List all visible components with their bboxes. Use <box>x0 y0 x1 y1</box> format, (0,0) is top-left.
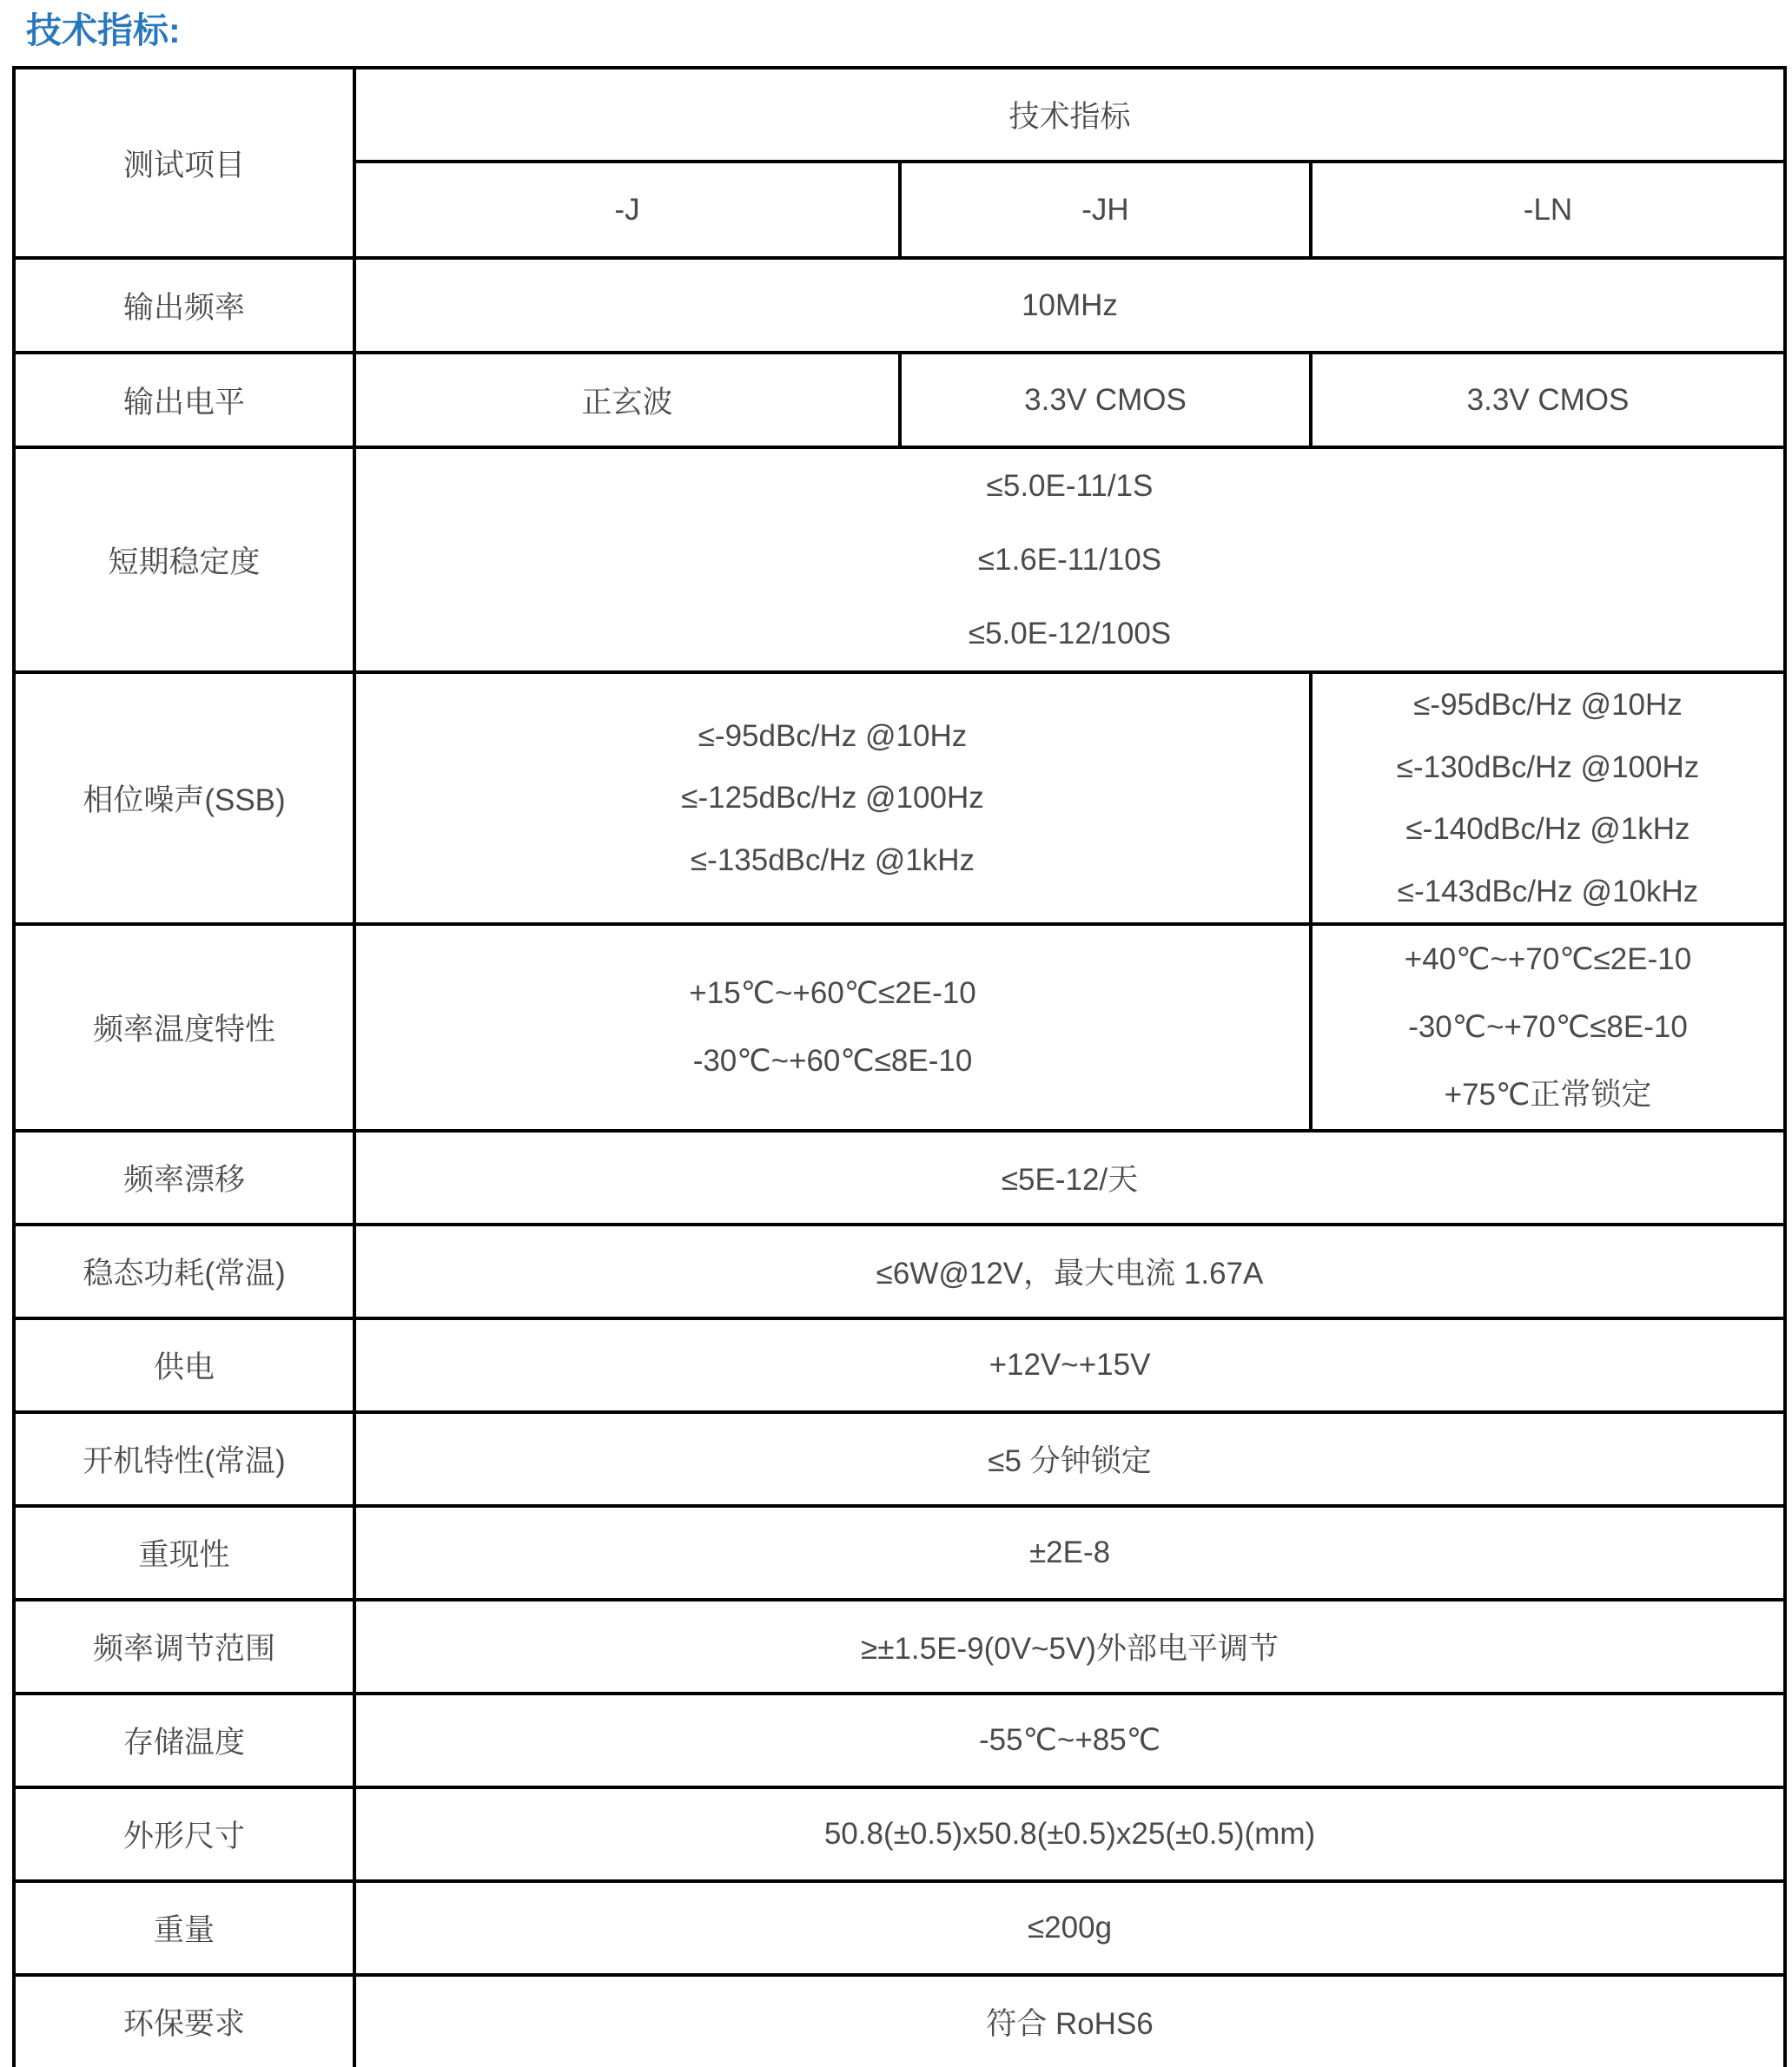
row-output-level-ln: 3.3V CMOS <box>1311 353 1785 447</box>
spec-line: +40℃~+70℃≤2E-10 <box>1404 942 1692 976</box>
row-steady-power-value: ≤6W@12V，最大电流 1.67A <box>354 1225 1785 1318</box>
header-test-item-label: 测试项目 <box>122 148 245 182</box>
row-power-supply-label: 供电 <box>14 1318 354 1412</box>
spec-line: ≤-95dBc/Hz @10Hz <box>1413 688 1683 722</box>
row-weight-label: 重量 <box>14 1881 354 1975</box>
row-phase-noise-j-jh <box>354 672 1311 924</box>
row-short-term-stability-label: 短期稳定度 <box>14 447 354 672</box>
row-environmental-value: 符合 RoHS6 <box>354 1975 1785 2067</box>
spec-line: -30℃~+70℃≤8E-10 <box>1408 1010 1688 1044</box>
row-freq-adjust-range-value: ≥±1.5E-9(0V~5V)外部电平调节 <box>354 1600 1785 1694</box>
row-output-frequency-value: 10MHz <box>354 258 1785 353</box>
row-steady-power-label: 稳态功耗(常温) <box>14 1225 354 1318</box>
row-weight-value: ≤200g <box>354 1881 1785 1975</box>
row-output-level-jh: 3.3V CMOS <box>900 353 1311 447</box>
row-dimensions-value: 50.8(±0.5)x50.8(±0.5)x25(±0.5)(mm) <box>354 1787 1785 1881</box>
spec-line: ≤5.0E-12/100S <box>968 617 1172 650</box>
row-environmental-label: 环保要求 <box>14 1975 354 2067</box>
row-storage-temp-label: 存储温度 <box>14 1694 354 1787</box>
row-phase-noise-ln <box>1311 672 1785 924</box>
row-freq-drift-value: ≤5E-12/天 <box>354 1131 1785 1225</box>
row-warmup-value: ≤5 分钟锁定 <box>354 1412 1785 1506</box>
spec-line: ≤-140dBc/Hz @1kHz <box>1405 812 1690 846</box>
row-short-term-stability-value <box>354 447 1785 672</box>
row-output-frequency-label: 输出频率 <box>14 258 354 353</box>
row-output-level-j: 正玄波 <box>354 353 900 447</box>
row-dimensions-label: 外形尺寸 <box>14 1787 354 1881</box>
row-power-supply-value: +12V~+15V <box>354 1318 1785 1412</box>
tech-spec-table <box>12 66 1787 2067</box>
spec-line: -30℃~+60℃≤8E-10 <box>692 1044 973 1078</box>
row-warmup-label: 开机特性(常温) <box>14 1412 354 1506</box>
spec-line: ≤-130dBc/Hz @100Hz <box>1396 750 1700 784</box>
row-retrace-label: 重现性 <box>14 1506 354 1600</box>
page-title: 技术指标: <box>26 10 181 50</box>
spec-line: ≤-95dBc/Hz @10Hz <box>698 718 968 753</box>
row-freq-adjust-range-label: 频率调节范围 <box>14 1600 354 1694</box>
row-storage-temp-value: -55℃~+85℃ <box>354 1694 1785 1787</box>
spec-line: ≤-143dBc/Hz @10kHz <box>1397 874 1699 908</box>
row-output-level-label: 输出电平 <box>14 353 354 447</box>
header-model-jh: -JH <box>900 162 1311 258</box>
row-freq-drift-label: 频率漂移 <box>14 1131 354 1225</box>
header-model-ln: -LN <box>1311 162 1785 258</box>
row-phase-noise-label: 相位噪声(SSB) <box>14 672 354 924</box>
row-freq-temp-j-jh <box>354 924 1311 1131</box>
row-retrace-value: ±2E-8 <box>354 1506 1785 1600</box>
header-spec-label: 技术指标 <box>354 68 1785 162</box>
spec-line: ≤-135dBc/Hz @1kHz <box>690 842 975 877</box>
header-model-j: -J <box>354 162 900 258</box>
spec-line: +75℃正常锁定 <box>1444 1078 1652 1112</box>
spec-line: +15℃~+60℃≤2E-10 <box>689 976 976 1010</box>
row-freq-temp-ln <box>1311 924 1785 1131</box>
spec-line: ≤1.6E-11/10S <box>977 543 1162 577</box>
row-freq-temp-label: 频率温度特性 <box>14 924 354 1131</box>
spec-line: ≤-125dBc/Hz @100Hz <box>681 781 984 816</box>
spec-line: ≤5.0E-11/1S <box>986 469 1154 503</box>
header-test-item-cell <box>14 68 354 258</box>
